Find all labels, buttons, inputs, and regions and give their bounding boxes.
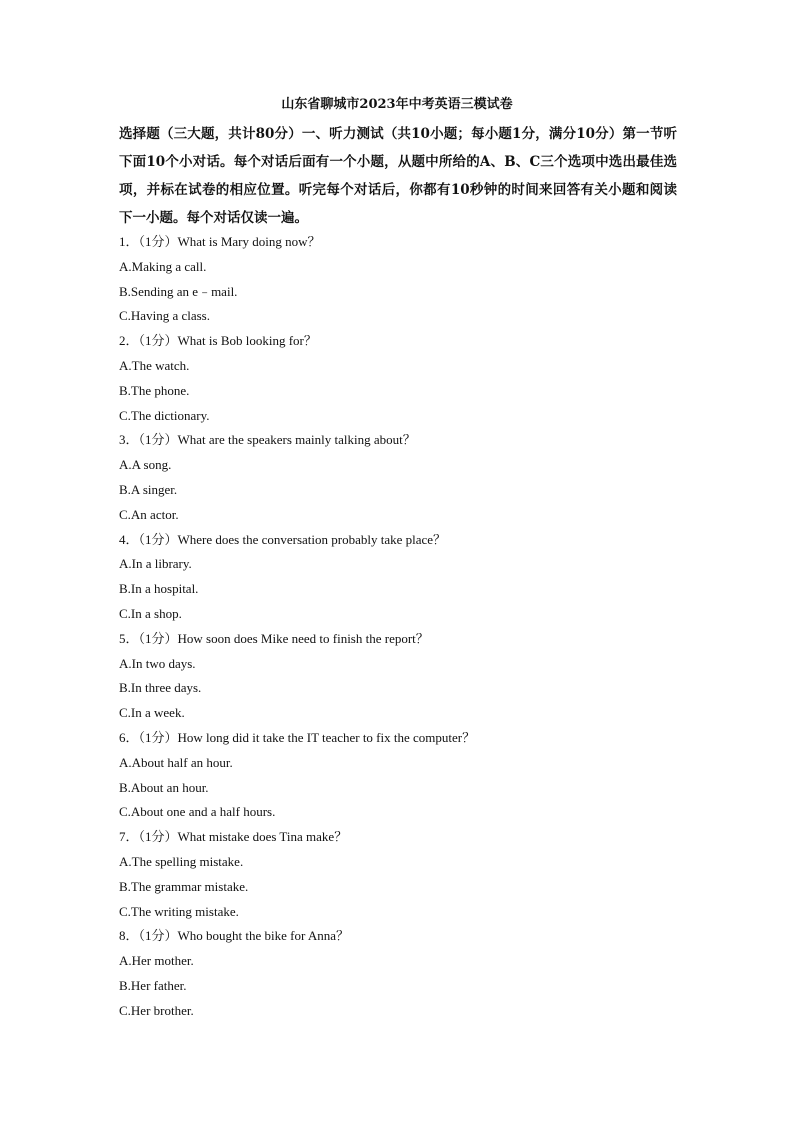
option-b: B.The phone.: [119, 382, 190, 398]
option-b: B.Her father.: [119, 977, 187, 993]
option-b: B.The grammar mistake.: [119, 878, 249, 894]
question-stem: 3．（1分）What are the speakers mainly talking about？: [119, 432, 416, 448]
option-b: B.A singer.: [119, 481, 178, 497]
option-c: C.Having a class.: [119, 308, 210, 324]
question-6: [119, 726, 679, 825]
option-a: A.In a library.: [119, 556, 192, 572]
option-a: A.Her mother.: [119, 953, 194, 969]
option-c: C.The writing mistake.: [119, 903, 239, 919]
question-2: [119, 329, 679, 428]
option-a: A.Making a call.: [119, 258, 207, 274]
section-instructions: 选择题（三大题，共计80分）一、听力测试（共10小题；每小题1分，满分10分）第一节听下面10个小对话。每个对话后面有一个小题，从题中所给的A、B、C三个选项中选出最佳选项，并标在试卷的相应位置。听完每个对话后，你都有10秒钟的时间来回答有关小题和阅读下一小题。每个对话仅读一遍。: [119, 126, 677, 226]
question-4: [119, 528, 679, 627]
question-stem: 5．（1分）How soon does Mike need to finish the report？: [119, 630, 429, 646]
question-stem: 8．（1分）Who bought the bike for Anna？: [119, 928, 349, 944]
question-stem: 6．（1分）How long did it take the IT teacher to fix the computer？: [119, 729, 476, 745]
option-b: B.In a hospital.: [119, 581, 199, 597]
option-c: C.In a week.: [119, 705, 185, 721]
question-3: [119, 428, 679, 527]
option-a: A.The watch.: [119, 357, 190, 373]
question-5: [119, 627, 679, 726]
option-c: C.About one and a half hours.: [119, 804, 276, 820]
question-list: [119, 230, 679, 1024]
option-c: C.Her brother.: [119, 1002, 194, 1018]
document-title: 山东省聊城市2023年中考英语三模试卷: [281, 97, 513, 112]
question-7: [119, 825, 679, 924]
option-c: C.An actor.: [119, 506, 179, 522]
option-a: A.The spelling mistake.: [119, 853, 244, 869]
question-stem: 1．（1分）What is Mary doing now？: [119, 234, 321, 249]
option-a: A.About half an hour.: [119, 754, 233, 770]
question-stem: 4．（1分）Where does the conversation probably take place？: [119, 531, 447, 547]
question-stem: 7．（1分）What mistake does Tina make？: [119, 829, 348, 845]
option-a: A.A song.: [119, 457, 172, 473]
option-b: B.In three days.: [119, 680, 202, 696]
question-stem: 2．（1分）What is Bob looking for？: [119, 333, 317, 349]
option-a: A.In two days.: [119, 655, 196, 671]
option-b: B.About an hour.: [119, 779, 209, 795]
option-c: C.In a shop.: [119, 605, 182, 621]
question-8: [119, 924, 679, 1023]
option-b: B.Sending an e﹣mail.: [119, 283, 238, 299]
option-c: C.The dictionary.: [119, 407, 210, 423]
question-1: [119, 230, 679, 329]
